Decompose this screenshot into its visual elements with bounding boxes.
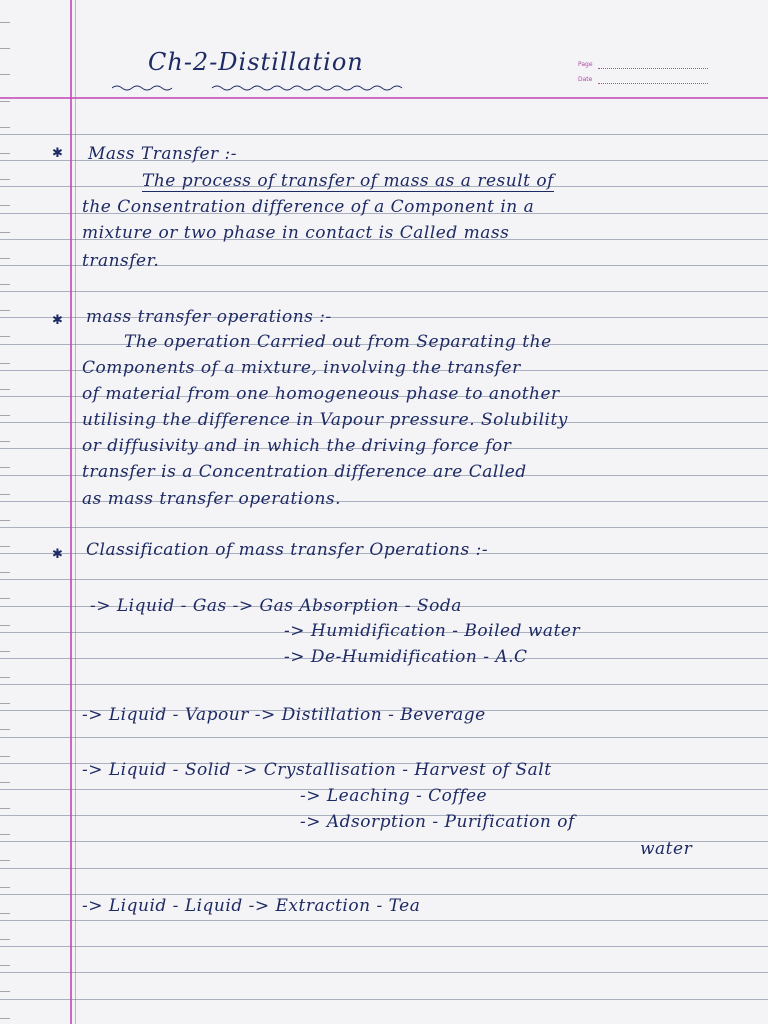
- bullet-icon: ✱: [52, 313, 63, 328]
- binding-mark: [0, 467, 10, 468]
- page-title: Ch-2-Distillation: [148, 48, 364, 76]
- date-label: Date: [578, 76, 593, 83]
- ruled-line: [0, 972, 768, 973]
- text-line: transfer.: [82, 251, 160, 271]
- heading-mass-transfer: Mass Transfer :-: [88, 144, 238, 164]
- binding-mark: [0, 598, 10, 599]
- text-line: utilising the difference in Vapour pressure. Solubility: [82, 410, 568, 430]
- list-item: -> Liquid - Solid -> Crystallisation - Harvest of Salt: [82, 760, 552, 780]
- bullet-icon: ✱: [52, 146, 63, 161]
- text-line: as mass transfer operations.: [82, 489, 342, 509]
- text-line: The operation Carried out from Separating the: [124, 332, 552, 352]
- ruled-line: [0, 946, 768, 947]
- binding-mark: [0, 1018, 10, 1019]
- list-item: water: [640, 839, 693, 859]
- ruled-line: [0, 920, 768, 921]
- binding-mark: [0, 729, 10, 730]
- binding-mark: [0, 101, 10, 102]
- margin-line: [70, 0, 72, 1024]
- binding-mark: [0, 336, 10, 337]
- text-line: mixture or two phase in contact is Called mass: [82, 223, 510, 243]
- ruled-line: [0, 999, 768, 1000]
- heading-operations: mass transfer operations :-: [86, 307, 332, 327]
- binding-mark: [0, 22, 10, 23]
- page-label: Page: [578, 61, 593, 68]
- binding-mark: [0, 782, 10, 783]
- binding-mark: [0, 887, 10, 888]
- heading-classification: Classification of mass transfer Operations :-: [86, 540, 489, 560]
- binding-mark: [0, 965, 10, 966]
- binding-mark: [0, 913, 10, 914]
- binding-mark: [0, 572, 10, 573]
- ruled-line: [0, 737, 768, 738]
- list-item: -> Adsorption - Purification of: [300, 812, 575, 832]
- binding-mark: [0, 179, 10, 180]
- list-item: -> Humidification - Boiled water: [284, 621, 581, 641]
- list-item: -> Liquid - Gas -> Gas Absorption - Soda: [90, 596, 462, 616]
- binding-mark: [0, 232, 10, 233]
- binding-mark: [0, 991, 10, 992]
- bullet-icon: ✱: [52, 547, 63, 562]
- ruled-line: [0, 134, 768, 135]
- binding-mark: [0, 74, 10, 75]
- binding-mark: [0, 153, 10, 154]
- header-rule: [0, 97, 768, 99]
- binding-mark: [0, 756, 10, 757]
- binding-mark: [0, 310, 10, 311]
- binding-mark: [0, 127, 10, 128]
- binding-mark: [0, 389, 10, 390]
- binding-mark: [0, 520, 10, 521]
- list-item: -> Leaching - Coffee: [300, 786, 488, 806]
- binding-mark: [0, 546, 10, 547]
- ruled-line: [0, 291, 768, 292]
- text-line: The process of transfer of mass as a result of: [142, 171, 554, 191]
- binding-mark: [0, 205, 10, 206]
- binding-mark: [0, 258, 10, 259]
- page-field: [598, 68, 708, 69]
- list-item: -> Liquid - Vapour -> Distillation - Beverage: [82, 705, 486, 725]
- binding-mark: [0, 284, 10, 285]
- text-line: transfer is a Concentration difference are Called: [82, 462, 527, 482]
- ruled-line: [0, 894, 768, 895]
- binding-mark: [0, 625, 10, 626]
- binding-mark: [0, 415, 10, 416]
- ruled-line: [0, 579, 768, 580]
- binding-mark: [0, 651, 10, 652]
- margin-line-inner: [75, 0, 76, 1024]
- binding-mark: [0, 808, 10, 809]
- ruled-line: [0, 868, 768, 869]
- binding-mark: [0, 48, 10, 49]
- text-line: of material from one homogeneous phase to another: [82, 384, 560, 404]
- list-item: -> Liquid - Liquid -> Extraction - Tea: [82, 896, 421, 916]
- text-line: or diffusivity and in which the driving force for: [82, 436, 512, 456]
- binding-edge: [0, 0, 14, 1024]
- binding-mark: [0, 703, 10, 704]
- date-field: [598, 83, 708, 84]
- binding-mark: [0, 939, 10, 940]
- text-line: the Consentration difference of a Component in a: [82, 197, 535, 217]
- ruled-line: [0, 684, 768, 685]
- binding-mark: [0, 677, 10, 678]
- text-line: Components of a mixture, involving the transfer: [82, 358, 521, 378]
- list-item: -> De-Humidification - A.C: [284, 647, 528, 667]
- binding-mark: [0, 860, 10, 861]
- binding-mark: [0, 441, 10, 442]
- binding-mark: [0, 494, 10, 495]
- binding-mark: [0, 363, 10, 364]
- binding-mark: [0, 834, 10, 835]
- title-underline: [112, 84, 412, 92]
- ruled-line: [0, 527, 768, 528]
